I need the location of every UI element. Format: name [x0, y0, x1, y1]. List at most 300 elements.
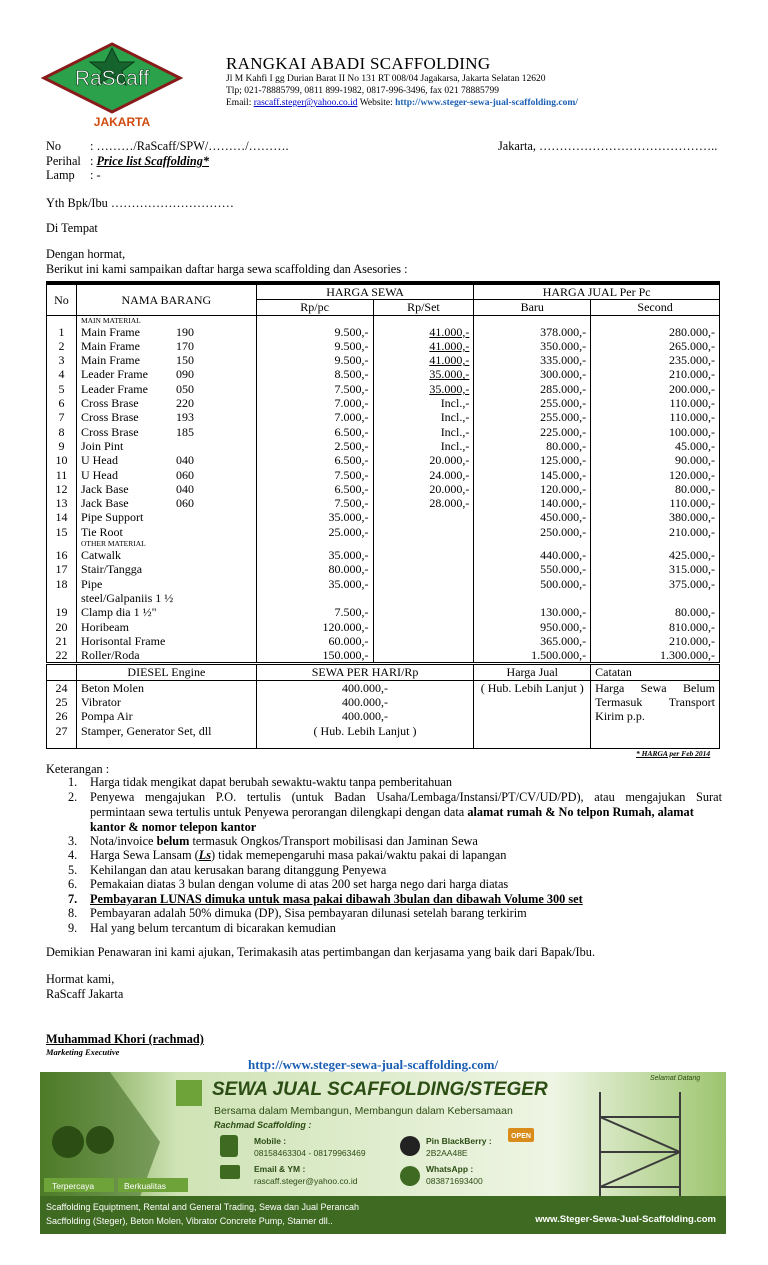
item-name: U Head	[80, 453, 118, 468]
row-name	[76, 439, 256, 453]
row-rp-set: 20.000,-	[373, 453, 474, 467]
row-no: 20	[47, 620, 77, 634]
company-contact: Email: rascaff.steger@yahoo.co.id Website: http://www.steger-sewa-jual-scaffolding.com/	[226, 98, 578, 108]
note-text: Penyewa mengajukan P.O. tertulis (untuk Badan Usaha/Lembaga/Instansi/PT/CV/UD/PD), atau mengajukan Surat	[90, 790, 722, 804]
row-rp-pc: 35.000,-	[256, 510, 373, 524]
row-baru: 130.000,-	[474, 605, 591, 619]
price-table	[46, 281, 720, 749]
row-baru: 440.000,-	[474, 548, 591, 562]
table-row	[47, 510, 720, 524]
note-text: Harga tidak mengikat dapat berubah sewaktu-waktu tanpa pemberitahuan	[90, 775, 453, 789]
row-baru: 500.000,-	[474, 577, 591, 606]
row-baru: 550.000,-	[474, 562, 591, 576]
email-link[interactable]: rascaff.steger@yahoo.co.id	[253, 98, 358, 108]
cell-empty	[256, 738, 474, 749]
table-row	[47, 634, 720, 648]
row-second: 110.000,-	[591, 410, 720, 424]
table-row	[47, 620, 720, 634]
header-baru: Baru	[474, 300, 591, 315]
row-name	[76, 510, 256, 524]
banner-wa-label: WhatsApp :	[426, 1164, 474, 1174]
row-rp-set: Incl.,-	[373, 396, 474, 410]
note-text: Pembayaran LUNAS dimuka untuk masa pakai dibawah 3bulan dan dibawah Volume 300 set	[90, 892, 583, 906]
note-number: 8.	[68, 906, 78, 920]
website-link[interactable]: http://www.steger-sewa-jual-scaffolding.com/	[395, 98, 578, 108]
row-rp-pc: 6.500,-	[256, 482, 373, 496]
letter-intro: Berikut ini kami sampaikan daftar harga sewa scaffolding dan Asesories :	[46, 262, 408, 276]
letter-recipient: Yth Bpk/Ibu …………………………	[46, 196, 234, 210]
section-main-material: MAIN MATERIAL	[76, 315, 256, 325]
row-rp-pc: 35.000,-	[256, 548, 373, 562]
item-name: Tie Root	[80, 524, 123, 539]
row-name	[76, 525, 256, 539]
row-rp-pc: 9.500,-	[256, 325, 373, 339]
row-no: 13	[47, 496, 77, 510]
diesel-header-name: DIESEL Engine	[76, 664, 256, 680]
diesel-no: 24	[47, 680, 77, 695]
header-no: No	[47, 283, 77, 315]
row-baru: 250.000,-	[474, 525, 591, 539]
row-baru: 140.000,-	[474, 496, 591, 510]
item-name: Stair/Tangga	[80, 562, 143, 577]
note-number: 6.	[68, 877, 78, 891]
row-name	[76, 339, 256, 353]
table-row	[47, 410, 720, 424]
item-size: 220	[175, 396, 194, 411]
item-name: Roller/Roda	[80, 648, 140, 663]
row-no: 4	[47, 367, 77, 381]
row-baru: 125.000,-	[474, 453, 591, 467]
cell-empty	[591, 315, 720, 325]
row-second: 45.000,-	[591, 439, 720, 453]
row-rp-pc: 60.000,-	[256, 634, 373, 648]
diesel-catatan: Harga Sewa Belum Termasuk Transport Kirim p.p.	[591, 680, 720, 738]
row-rp-set: 35.000,-	[373, 367, 474, 381]
header-rp-set: Rp/Set	[373, 300, 474, 315]
row-no: 2	[47, 339, 77, 353]
cell-empty	[373, 539, 474, 548]
row-rp-set	[373, 577, 474, 606]
row-name	[76, 548, 256, 562]
badge-quality-text: Berkualitas	[124, 1181, 167, 1191]
row-rp-pc: 9.500,-	[256, 353, 373, 367]
row-baru: 255.000,-	[474, 410, 591, 424]
row-no: 21	[47, 634, 77, 648]
row-rp-pc: 7.000,-	[256, 410, 373, 424]
header-second: Second	[591, 300, 720, 315]
signer-position: Marketing Executive	[46, 1047, 120, 1057]
section-row	[47, 539, 720, 548]
row-no: 18	[47, 577, 77, 606]
row-second: 110.000,-	[591, 396, 720, 410]
cell-empty	[591, 539, 720, 548]
table-row	[47, 468, 720, 482]
letter-place-date: Jakarta, ……………………………………..	[498, 139, 718, 153]
letter-no-value: : ………/RaScaff/SPW/………/……….	[90, 139, 289, 153]
table-row	[47, 439, 720, 453]
item-name: Pipe Support	[80, 510, 144, 525]
row-name	[76, 620, 256, 634]
row-no: 9	[47, 439, 77, 453]
row-name	[76, 353, 256, 367]
row-second: 810.000,-	[591, 620, 720, 634]
table-row	[47, 496, 720, 510]
row-rp-pc: 2.500,-	[256, 439, 373, 453]
row-name	[76, 634, 256, 648]
row-rp-pc: 7.500,-	[256, 468, 373, 482]
table-row	[47, 367, 720, 381]
row-rp-set: 20.000,-	[373, 482, 474, 496]
diesel-row	[47, 680, 720, 695]
item-size: 060	[175, 467, 194, 482]
note-number: 7.	[68, 892, 78, 906]
item-size: 190	[175, 324, 194, 339]
item-size: 185	[175, 424, 194, 439]
row-baru: 365.000,-	[474, 634, 591, 648]
table-row	[47, 577, 720, 606]
item-name: Jack Base	[80, 496, 129, 511]
building-icon	[176, 1080, 202, 1106]
logo-text: RaScaff	[74, 67, 150, 90]
row-second: 200.000,-	[591, 382, 720, 396]
row-name	[76, 382, 256, 396]
row-no: 14	[47, 510, 77, 524]
badge-trusted-text: Terpercaya	[52, 1181, 95, 1191]
row-no: 17	[47, 562, 77, 576]
cell-empty	[47, 315, 77, 325]
note-text: permintaan sewa tertulis untuk Penyewa perorangan dilengkapi dengan data alamat rumah & No telpon Rumah, alamat	[90, 805, 694, 819]
row-name	[76, 396, 256, 410]
note-number: 5.	[68, 863, 78, 877]
company-logo	[38, 40, 186, 130]
row-baru: 255.000,-	[474, 396, 591, 410]
banner-welcome: Selamat Datang	[650, 1075, 701, 1082]
note-text: Kehilangan dan atau kerusakan barang ditanggung Penyewa	[90, 863, 387, 877]
closing-text: Demikian Penawaran ini kami ajukan, Terimakasih atas pertimbangan dan kerjasama yang baik dari Bapak/Ibu.	[46, 945, 596, 959]
item-name: Horisontal Frame	[80, 633, 166, 648]
letter-greeting: Dengan hormat,	[46, 247, 126, 261]
item-size: 150	[175, 353, 194, 368]
row-rp-set	[373, 634, 474, 648]
banner-tagline: Bersama dalam Membangun, Membangun dalam Kebersamaan	[214, 1105, 513, 1117]
promo-banner	[40, 1072, 726, 1234]
note-text: Hal yang belum tercantum di bicarakan kemudian	[90, 921, 336, 935]
item-name: Join Pint	[80, 438, 124, 453]
note-number: 3.	[68, 834, 78, 848]
row-rp-set: Incl.,-	[373, 410, 474, 424]
row-second: 280.000,-	[591, 325, 720, 339]
note-text: Pembayaran adalah 50% dimuka (DP), Sisa pembayaran dilunasi setelah barang terkirim	[90, 906, 527, 920]
section-other-material: OTHER MATERIAL	[76, 539, 256, 548]
notes-title: Keterangan :	[46, 762, 110, 776]
diesel-name: Vibrator	[76, 695, 256, 709]
item-name: Leader Frame	[80, 367, 148, 382]
row-rp-pc: 7.000,-	[256, 396, 373, 410]
cell-empty	[47, 539, 77, 548]
table-row	[47, 548, 720, 562]
table-row	[47, 325, 720, 339]
diesel-no: 27	[47, 724, 77, 738]
diesel-no: 25	[47, 695, 77, 709]
row-second: 375.000,-	[591, 577, 720, 606]
header-sewa: HARGA SEWA	[256, 283, 474, 300]
row-no: 3	[47, 353, 77, 367]
row-rp-set	[373, 510, 474, 524]
banner-bb: 2B2AA48E	[426, 1148, 468, 1158]
row-rp-pc: 150.000,-	[256, 648, 373, 664]
diesel-header-catatan: Catatan	[591, 664, 720, 680]
banner-line1: Scaffolding Equiptment, Rental and General Trading, Sewa dan Jual Perancah	[46, 1202, 360, 1212]
row-second: 80.000,-	[591, 605, 720, 619]
table-row	[47, 339, 720, 353]
row-no: 6	[47, 396, 77, 410]
cell-empty	[76, 738, 256, 749]
item-size: 050	[175, 381, 194, 396]
company-phone: Tlp; 021-78885799, 0811 899-1982, 0817-996-3496, fax 021 78885799	[226, 86, 500, 96]
item-name: Horibeam	[80, 619, 129, 634]
company-name: RANGKAI ABADI SCAFFOLDING	[226, 54, 491, 73]
letter-lamp-value: : -	[90, 168, 101, 182]
row-second: 265.000,-	[591, 339, 720, 353]
logo-city: JAKARTA	[93, 115, 151, 129]
row-rp-set	[373, 620, 474, 634]
worker-icon-2	[86, 1126, 114, 1154]
whatsapp-icon	[400, 1166, 420, 1186]
cell-empty	[47, 738, 77, 749]
banner-mobile-label: Mobile :	[254, 1136, 287, 1146]
banner-email: rascaff.steger@yahoo.co.id	[254, 1176, 358, 1186]
banner-title: SEWA JUAL SCAFFOLDING/STEGER	[212, 1079, 548, 1100]
email-icon	[220, 1165, 240, 1179]
row-second: 315.000,-	[591, 562, 720, 576]
cell-empty	[591, 738, 720, 749]
row-no: 8	[47, 425, 77, 439]
banner-site[interactable]: www.Steger-Sewa-Jual-Scaffolding.com	[535, 1214, 716, 1225]
item-size: 040	[175, 481, 194, 496]
row-second: 120.000,-	[591, 468, 720, 482]
note-text: Nota/invoice belum termasuk Ongkos/Transport mobilisasi dan Jaminan Sewa	[90, 834, 478, 848]
closing-company: RaScaff Jakarta	[46, 987, 124, 1001]
row-baru: 300.000,-	[474, 367, 591, 381]
diesel-name: Stamper, Generator Set, dll	[76, 724, 256, 738]
row-rp-set	[373, 648, 474, 664]
row-rp-set: 41.000,-	[373, 325, 474, 339]
row-second: 210.000,-	[591, 367, 720, 381]
row-name	[76, 367, 256, 381]
row-rp-pc: 25.000,-	[256, 525, 373, 539]
row-name	[76, 577, 256, 606]
row-baru: 285.000,-	[474, 382, 591, 396]
row-rp-pc: 7.500,-	[256, 496, 373, 510]
row-baru: 80.000,-	[474, 439, 591, 453]
row-rp-pc: 7.500,-	[256, 605, 373, 619]
item-name: Clamp dia 1 ½"	[80, 605, 157, 620]
row-rp-pc: 120.000,-	[256, 620, 373, 634]
diesel-no: 26	[47, 709, 77, 723]
row-no: 10	[47, 453, 77, 467]
row-rp-pc: 35.000,-	[256, 577, 373, 606]
company-address: Jl M Kahfi I gg Durian Barat II No 131 RT 008/04 Jagakarsa, Jakarta Selatan 12620	[226, 74, 546, 84]
note-number: 2.	[68, 790, 78, 804]
row-rp-set: 24.000,-	[373, 468, 474, 482]
item-name: Jack Base	[80, 481, 129, 496]
row-no: 15	[47, 525, 77, 539]
diesel-header-sewa: SEWA PER HARI/Rp	[256, 664, 474, 680]
row-second: 210.000,-	[591, 634, 720, 648]
diesel-name: Pompa Air	[76, 709, 256, 723]
header-rp-pc: Rp/pc	[256, 300, 373, 315]
note-number: 1.	[68, 775, 78, 789]
row-rp-pc: 80.000,-	[256, 562, 373, 576]
row-name	[76, 425, 256, 439]
section-row	[47, 315, 720, 325]
price-footnote: * HARGA per Feb 2014	[636, 749, 711, 758]
letter-lamp-label: Lamp	[46, 168, 75, 182]
header-name: NAMA BARANG	[76, 283, 256, 315]
row-rp-set: 28.000,-	[373, 496, 474, 510]
table-row	[47, 396, 720, 410]
diesel-header-row	[47, 664, 720, 680]
banner-email-label: Email & YM :	[254, 1164, 306, 1174]
table-row	[47, 453, 720, 467]
table-row	[47, 562, 720, 576]
item-name: Cross Brase	[80, 424, 139, 439]
row-no: 19	[47, 605, 77, 619]
row-name	[76, 605, 256, 619]
item-size: 090	[175, 367, 194, 382]
diesel-header-jual: Harga Jual	[474, 664, 591, 680]
letter-perihal: : Price list Scaffolding*	[90, 154, 209, 168]
row-rp-pc: 6.500,-	[256, 453, 373, 467]
row-rp-set: Incl.,-	[373, 439, 474, 453]
item-name: Leader Frame	[80, 381, 148, 396]
row-baru: 1.500.000,-	[474, 648, 591, 664]
diesel-name: Beton Molen	[76, 680, 256, 695]
banner-contact-name: Rachmad Scaffolding :	[214, 1120, 312, 1130]
row-rp-set: 41.000,-	[373, 353, 474, 367]
item-name: Main Frame	[80, 324, 140, 339]
cell-empty	[47, 664, 77, 680]
cell-empty	[373, 315, 474, 325]
row-no: 7	[47, 410, 77, 424]
row-name	[76, 325, 256, 339]
row-rp-pc: 7.500,-	[256, 382, 373, 396]
row-rp-set	[373, 525, 474, 539]
row-name	[76, 453, 256, 467]
row-rp-set: 41.000,-	[373, 339, 474, 353]
diesel-jual: ( Hub. Lebih Lanjut )	[474, 680, 591, 738]
row-baru: 450.000,-	[474, 510, 591, 524]
row-rp-set: Incl.,-	[373, 425, 474, 439]
diesel-sewa: 400.000,-	[256, 695, 474, 709]
row-second: 100.000,-	[591, 425, 720, 439]
table-row	[47, 425, 720, 439]
note-text: Pemakaian diatas 3 bulan dengan volume di atas 200 set harga nego dari harga diatas	[90, 877, 509, 891]
banner-mobile: 08158463304 - 08179963469	[254, 1148, 366, 1158]
letter-place: Di Tempat	[46, 221, 98, 235]
row-no: 22	[47, 648, 77, 664]
row-name	[76, 468, 256, 482]
item-size: 193	[175, 410, 194, 425]
row-second: 235.000,-	[591, 353, 720, 367]
row-rp-set	[373, 548, 474, 562]
worker-icon	[52, 1126, 84, 1158]
table-spacer-row	[47, 738, 720, 749]
open-badge-text: OPEN	[511, 1133, 531, 1140]
row-no: 12	[47, 482, 77, 496]
row-rp-pc: 8.500,-	[256, 367, 373, 381]
item-name: Cross Brase	[80, 410, 139, 425]
row-no: 5	[47, 382, 77, 396]
closing-regards: Hormat kami,	[46, 972, 115, 986]
item-name: Main Frame	[80, 353, 140, 368]
banner-wa: 083871693400	[426, 1176, 483, 1186]
row-rp-set	[373, 562, 474, 576]
row-baru: 120.000,-	[474, 482, 591, 496]
row-rp-set: 35.000,-	[373, 382, 474, 396]
table-row	[47, 353, 720, 367]
row-baru: 225.000,-	[474, 425, 591, 439]
item-name: Pipe steel/Galpaniis 1 ½	[80, 576, 174, 605]
note-number: 9.	[68, 921, 78, 935]
row-baru: 950.000,-	[474, 620, 591, 634]
row-second: 1.300.000,-	[591, 648, 720, 664]
row-no: 11	[47, 468, 77, 482]
cell-empty	[474, 738, 591, 749]
row-second: 425.000,-	[591, 548, 720, 562]
diesel-sewa: 400.000,-	[256, 709, 474, 723]
cell-empty	[256, 315, 373, 325]
row-baru: 335.000,-	[474, 353, 591, 367]
row-baru: 350.000,-	[474, 339, 591, 353]
item-size: 060	[175, 496, 194, 511]
row-rp-pc: 9.500,-	[256, 339, 373, 353]
blackberry-icon	[400, 1136, 420, 1156]
item-name: Main Frame	[80, 338, 140, 353]
table-row	[47, 648, 720, 664]
row-name	[76, 496, 256, 510]
note-number: 4.	[68, 848, 78, 862]
row-second: 90.000,-	[591, 453, 720, 467]
item-size: 170	[175, 338, 194, 353]
letter-no-label: No	[46, 139, 62, 153]
item-name: Catwalk	[80, 548, 121, 563]
row-no: 1	[47, 325, 77, 339]
note-text: Harga Sewa Lansam (Ls) tidak memepengaruhi masa pakai/waktu pakai di lapangan	[90, 848, 507, 862]
row-second: 210.000,-	[591, 525, 720, 539]
row-baru: 378.000,-	[474, 325, 591, 339]
row-second: 80.000,-	[591, 482, 720, 496]
row-rp-set	[373, 605, 474, 619]
row-second: 110.000,-	[591, 496, 720, 510]
table-row	[47, 482, 720, 496]
cell-empty	[474, 539, 591, 548]
row-name	[76, 648, 256, 664]
cell-empty	[474, 315, 591, 325]
diesel-sewa: 400.000,-	[256, 680, 474, 695]
row-name	[76, 410, 256, 424]
table-row	[47, 525, 720, 539]
item-size: 040	[175, 453, 194, 468]
table-row	[47, 605, 720, 619]
row-baru: 145.000,-	[474, 468, 591, 482]
row-name	[76, 482, 256, 496]
row-second: 380.000,-	[591, 510, 720, 524]
table-row	[47, 382, 720, 396]
footer-url[interactable]: http://www.steger-sewa-jual-scaffolding.com/	[248, 1057, 499, 1072]
item-name: U Head	[80, 467, 118, 482]
letter-perihal-label: Perihal	[46, 154, 81, 168]
